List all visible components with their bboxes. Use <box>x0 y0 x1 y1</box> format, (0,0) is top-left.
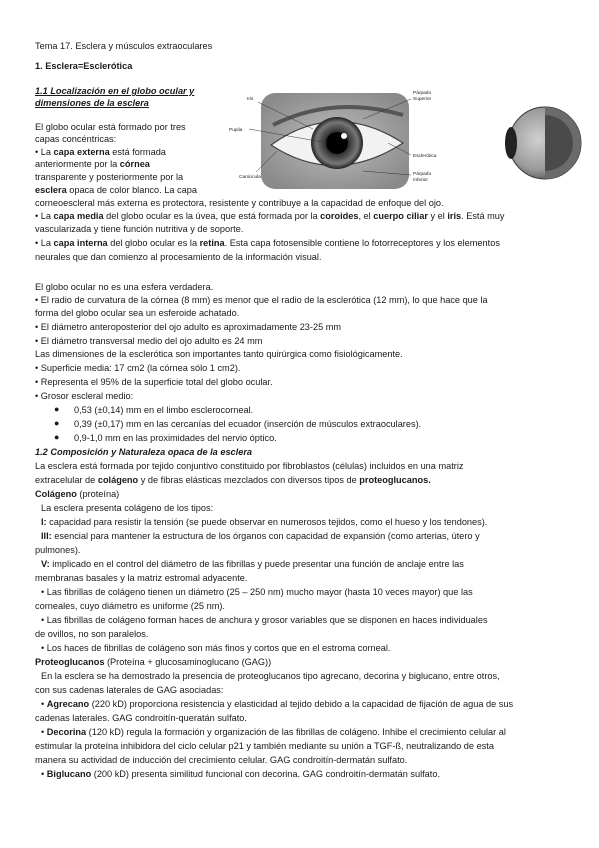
capa-media-line: vascularizada y tiene función nutritiva y de soporte. <box>35 224 244 234</box>
proteoglucanos-heading: Proteoglucanos (Proteína + glucosaminoglucano (GAG)) <box>35 657 272 667</box>
paragraph-line: forma del globo ocular sea un esferoide achatado. <box>35 308 240 318</box>
paragraph-line: corneales, cuyo diámetro es uniforme (25 nm). <box>35 601 225 611</box>
agrecano-line: cadenas laterales. GAG condroitín-queratán sulfato. <box>35 713 247 723</box>
paragraph-line: de ovillos, no son paralelos. <box>35 629 149 639</box>
capa-interna-line: • La capa interna del globo ocular es la retina. Esta capa fotosensible contiene lo fotorreceptores y los elementos <box>35 238 500 248</box>
capa-externa-line: • La capa externa está formada <box>35 147 166 157</box>
colageno-tipo: membranas basales y la matriz estromal adyacente. <box>35 573 248 583</box>
colageno-heading: Colágeno (proteína) <box>35 489 120 499</box>
paragraph-line: • Los haces de fibrillas de colágeno son más finos y cortos que en el estroma corneal. <box>41 643 391 653</box>
intro-line: capas concéntricas: <box>35 134 117 144</box>
bullet-dot-icon: ● <box>54 432 60 442</box>
globe-iris <box>505 127 517 159</box>
intro-line: El globo ocular está formado por tres <box>35 122 186 132</box>
capa-externa-line: transparente y posteriormente por la <box>35 172 184 182</box>
paragraph-line: La esclera está formada por tejido conjuntivo constituido por fibroblastos (células) incluidos en una matriz <box>35 461 464 471</box>
grosor-item: 0,39 (±0,17) mm en las cercanías del ecuador (inserción de músculos extraoculares). <box>74 419 422 429</box>
paragraph-line: • El diámetro transversal medio del ojo adulto es 24 mm <box>35 336 263 346</box>
section-1-2-heading: 1.2 Composición y Naturaleza opaca de la esclera <box>35 447 253 457</box>
section-1-1-heading-line1: 1.1 Localización en el globo ocular y <box>35 86 195 96</box>
agrecano-line: • Agrecano (220 kD) proporciona resistencia y elasticidad al tejido debido a la capacidad de fijación de agua de sus <box>41 699 514 709</box>
label-parpado-superior-1: Párpado <box>413 91 432 96</box>
decorina-line: • Decorina (120 kD) regula la formación y organización de las fibrillas de colágeno. Inhibe el crecimiento celular al <box>41 727 506 737</box>
paragraph-line: • El radio de curvatura de la córnea (8 mm) es menor que el radio de la esclerótica (12 mm), lo que hace que la <box>35 295 488 305</box>
bullet-dot-icon: ● <box>54 404 60 414</box>
decorina-line: estimular la proteína inhibidora del ciclo celular p21 y también mediante su unión a TGF-ß, neutralizando de esta <box>35 741 494 751</box>
document-title: Tema 17. Esclera y músculos extraoculares <box>35 41 213 51</box>
paragraph-line: En la esclera se ha demostrado la presencia de proteoglucanos tipo agrecano, decorina y biglucano, entre otros, <box>41 671 500 681</box>
grosor-item: 0,9-1,0 mm en las proximidades del nervio óptico. <box>74 433 277 443</box>
paragraph-line: Las dimensiones de la esclerótica son importantes tanto quirúrgica como fisiológicamente. <box>35 349 403 359</box>
paragraph-line: • Las fibrillas de colágeno tienen un diámetro (25 – 250 nm) mucho mayor (hasta 10 veces mayor) que las <box>41 587 473 597</box>
paragraph-line: El globo ocular no es una esfera verdadera. <box>35 282 214 292</box>
biglucano-line: • Biglucano (200 kD) presenta similitud funcional con decorina. GAG condroitín-dermatán sulfato. <box>41 769 440 779</box>
colageno-tipo: III: esencial para mantener la estructura de los órganos con capacidad de expansión (como arterias, útero y <box>41 531 480 541</box>
capa-interna-line: neurales que dan comienzo al procesamiento de la información visual. <box>35 252 322 262</box>
paragraph-line: con sus cadenas laterales de GAG asociadas: <box>35 685 224 695</box>
colageno-tipo: V: implicado en el control del diámetro de las fibrillas y puede presentar una función de anclaje entre las <box>41 559 464 569</box>
capa-media-line: • La capa media del globo ocular es la úvea, que está formada por la coroides, el cuerpo ciliar y el iris. Está muy <box>35 211 505 221</box>
grosor-item: 0,53 (±0,14) mm en el limbo esclerocorneal. <box>74 405 254 415</box>
capa-externa-line: esclera opaca de color blanco. La capa <box>35 185 197 195</box>
decorina-line: manera su actividad de inducción del crecimiento celular. GAG condroitín-dermatán sulfato. <box>35 755 408 765</box>
section-1-1-heading-line2: dimensiones de la esclera <box>35 98 149 108</box>
capa-externa-line: corneoescleral más externa es protectora, resistente y contribuye a la capacidad de enfoque del ojo. <box>35 198 444 208</box>
paragraph-line: • El diámetro anteroposterior del ojo adulto es aproximadamente 23-25 mm <box>35 322 342 332</box>
label-esclerotica: Esclerótica <box>413 154 437 159</box>
paragraph-line: La esclera presenta colágeno de los tipos: <box>41 503 214 513</box>
paragraph-line: • Representa el 95% de la superficie total del globo ocular. <box>35 377 273 387</box>
label-parpado-inferior-1: Párpado <box>413 172 432 177</box>
bullet-dot-icon: ● <box>54 418 60 428</box>
capa-externa-line: anteriormente por la córnea <box>35 159 150 169</box>
section-1-heading: 1. Esclera=Esclerótica <box>35 61 133 71</box>
colageno-tipo: I: capacidad para resistir la tensión (se puede observar en numerosos tejidos, como el hueso y los tendones). <box>41 517 488 527</box>
label-parpado-inferior-2: Inferior <box>413 178 428 183</box>
paragraph-line: • Grosor escleral medio: <box>35 391 134 401</box>
paragraph-line: • Superficie media: 17 cm2 (la córnea sólo 1 cm2). <box>35 363 241 373</box>
paragraph-line: extracelular de colágeno y de fibras elásticas mezclados con diversos tipos de proteoglucanos. <box>35 475 431 485</box>
colageno-tipo: pulmones). <box>35 545 81 555</box>
label-parpado-superior-2: Superior <box>413 97 432 102</box>
label-caruncula: Carúncula <box>239 175 261 180</box>
eye-anatomy-figure <box>229 85 581 197</box>
label-pupila: Pupila <box>229 128 243 133</box>
reflection-shape <box>341 133 347 139</box>
label-iris: Iris <box>247 97 254 102</box>
paragraph-line: • Las fibrillas de colágeno forman haces de anchura y grosor variables que se disponen en haces individuales <box>41 615 488 625</box>
